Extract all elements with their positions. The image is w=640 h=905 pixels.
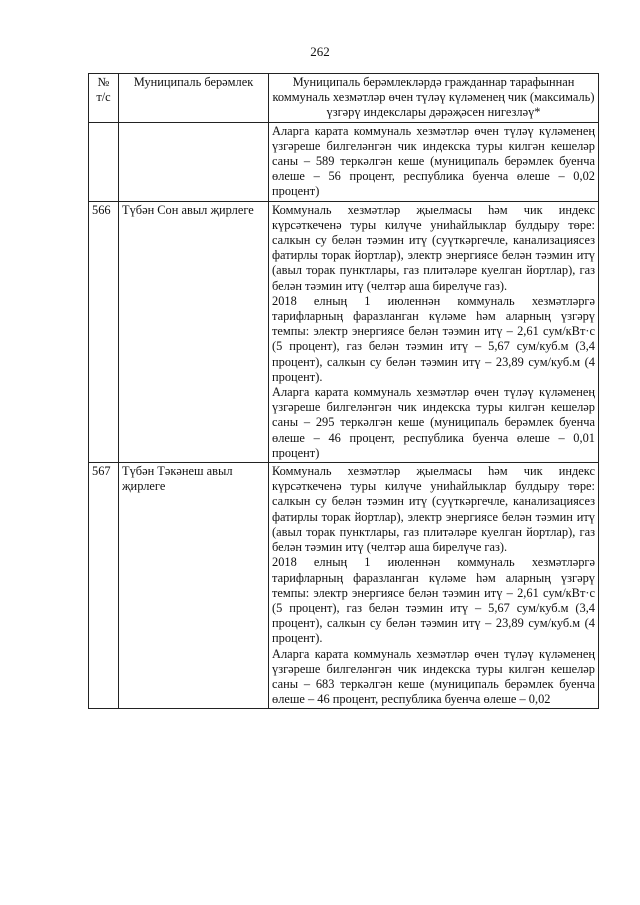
row-municipality: Түбән Тәкәнеш авыл җирлеге: [119, 463, 269, 709]
header-number: № т/с: [89, 74, 119, 123]
row-paragraph: 2018 елның 1 июленнән коммуналь хезмәтләргә тарифларның фаразланган күләме һәм аларның үзгәрү темпы: электр энергиясе белән тәэмин итү – 2,61 сум/кВт·с (5 процент), газ белән тәэмин итү – 5,67 сум/куб.м (3,4 процент), салкын су белән тәэмин итү – 23,89 сум/куб.м (4 процент).: [272, 555, 595, 646]
row-description: [269, 122, 599, 201]
row-number: [89, 122, 119, 201]
page-number: 262: [310, 44, 330, 59]
row-paragraph: Коммуналь хезмәтләр җыелмасы һәм чик индекс күрсәткеченә туры килүче униһайлыклар булдыру төре: салкын су белән тәэмин итү (суүткәргечле, канализациясез фатирлы торак йортлар), электр энергиясе белән тәэмин итү (авыл торак пунктлары, газ плитәләре куелган йортлар), газ белән тәэмин итү (челтәр аша бирелүче газ).: [272, 464, 595, 555]
row-number: 566: [89, 201, 119, 462]
row-number: 567: [89, 463, 119, 709]
table-row: [89, 201, 599, 462]
row-paragraph: Аларга карата коммуналь хезмәтләр өчен түләү күләменең үзгәреше билгеләнгән чик индекска туры килгән кешеләр саны – 589 теркәлгән кеше (муниципаль берәмлек буенча өлеше – 56 процент, республика буенча өлеше – 0,02 процент): [272, 123, 595, 199]
row-paragraph: Аларга карата коммуналь хезмәтләр өчен түләү күләменең үзгәреше билгеләнгән чик индекска туры килгән кешеләр саны – 683 теркәлгән кеше (муниципаль берәмлек буенча өлеше – 46 процент, республика буенча өлеше – 0,02: [272, 646, 595, 707]
row-paragraph: 2018 елның 1 июленнән коммуналь хезмәтләргә тарифларның фаразланган күләме һәм аларның үзгәрү темпы: электр энергиясе белән тәэмин итү – 2,61 сум/кВт·с (5 процент), газ белән тәэмин итү – 5,67 сум/куб.м (3,4 процент), салкын су белән тәэмин итү – 23,89 сум/куб.м (4 процент).: [272, 293, 595, 384]
table-row: [89, 122, 599, 201]
row-description: [269, 463, 599, 709]
tariff-index-table: [88, 73, 599, 709]
row-description: [269, 201, 599, 462]
row-municipality: Түбән Сон авыл җирлеге: [119, 201, 269, 462]
table-header-row: [89, 74, 599, 123]
header-municipality: Муниципаль берәмлек: [119, 74, 269, 123]
row-paragraph: Коммуналь хезмәтләр җыелмасы һәм чик индекс күрсәткеченә туры килүче униһайлыклар булдыру төре: салкын су белән тәэмин итү (суүткәргечле, канализациясез фатирлы торак йортлар), электр энергиясе белән тәэмин итү (авыл торак пунктлары, газ плитәләре куелган йортлар), газ белән тәэмин итү (челтәр аша бирелүче газ).: [272, 202, 595, 293]
header-index-justification: Муниципаль берәмлекләрдә гражданнар тарафыннан коммуналь хезмәтләр өчен түләү күләменең чик (максималь) үзгәрү индекслары дәрәҗәсен нигезләү*: [269, 74, 599, 123]
row-municipality: [119, 122, 269, 201]
table-row: [89, 463, 599, 709]
row-paragraph: Аларга карата коммуналь хезмәтләр өчен түләү күләменең үзгәреше билгеләнгән чик индекска туры килгән кешеләр саны – 295 теркәлгән кеше (муниципаль берәмлек буенча өлеше – 46 процент, республика буенча өлеше – 0,01 процент): [272, 385, 595, 460]
